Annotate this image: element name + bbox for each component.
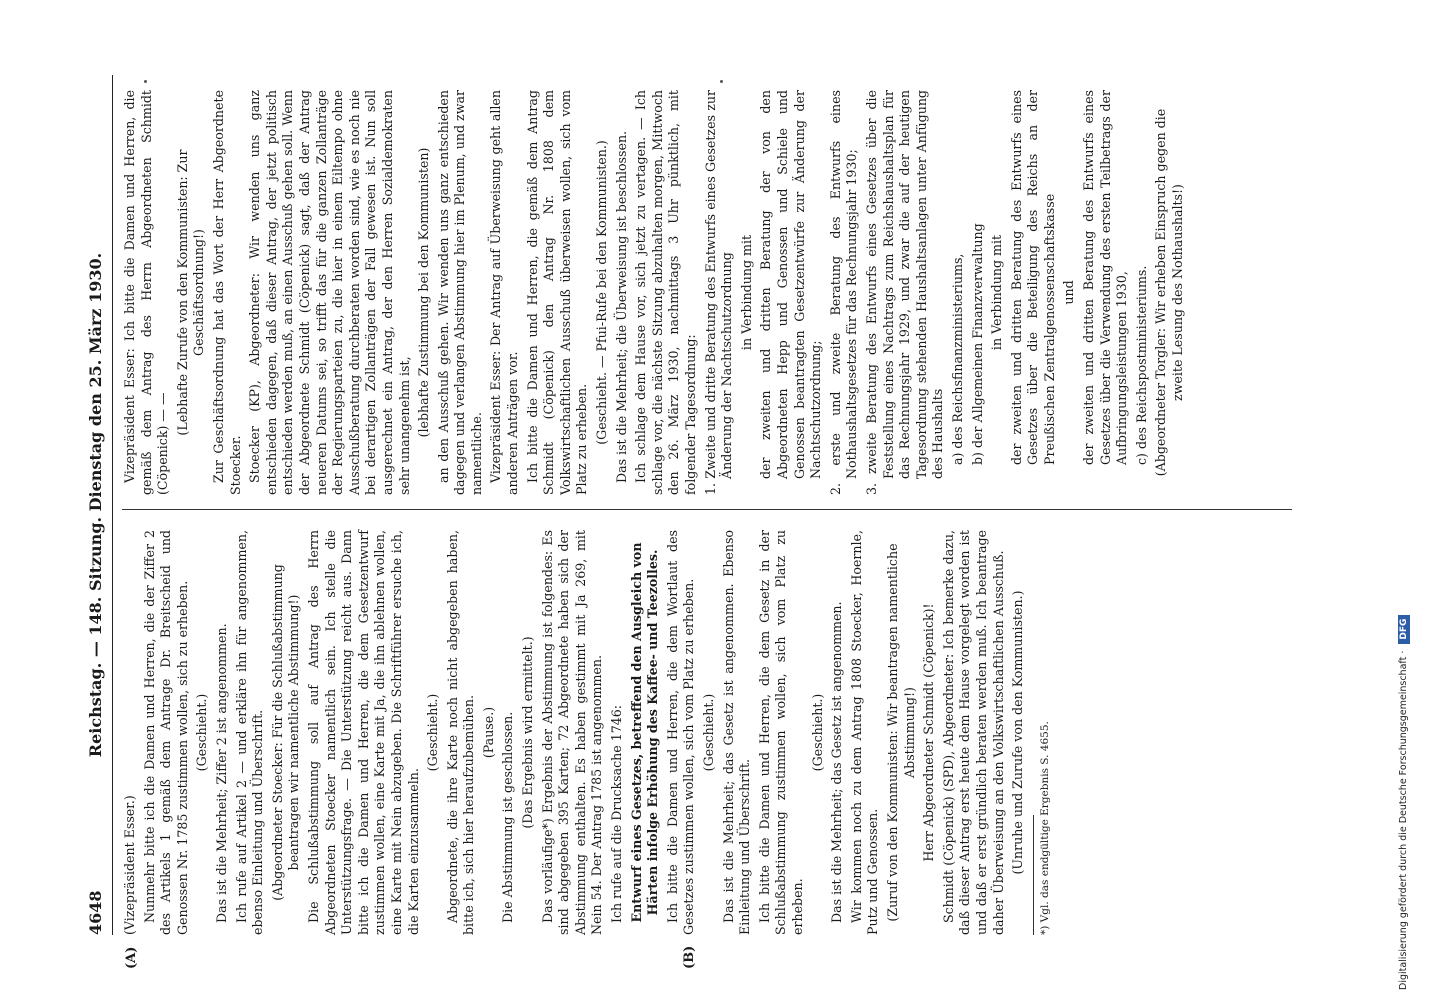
- page-number: 4648: [86, 890, 105, 935]
- paragraph: Das vorläufige*) Ergebnis der Abstimmung ist folgendes: Es sind abgegeben 395 Karten; 72 Abgeordnete haben sich der Abstimmung enthalten. Es haben gestimmt mit Ja 269, mit Nein 54. Der Antrag 1785 ist angenommen.: [539, 530, 605, 935]
- column-divider: [122, 509, 1292, 510]
- agenda-item: in Verbindung mit: [989, 234, 1005, 351]
- speech: Stoecker (KP), Abgeordneter: Wir wenden uns ganz entschieden dagegen, daß dieser Antrag, der jetzt politisch entschieden werden muß, an einen Ausschuß gehen soll. Wenn der Abgeordnete Schmidt (Cöpenick) sagt, daß der Antrag neueren Datums sei, so trifft das für die ganzen Zollanträge der Regierungsparteien zu, die hier in einem Eiltempo ohne Ausschußberatung durchberaten worden sind, wie es noch nie bei derartigen Zollanträgen der Fall gewesen ist. Nun soll ausgerechnet ein Antrag, der den Herren Sozialdemokraten sehr unangenehm ist,: [247, 90, 412, 495]
- rotated-page: [82, 75, 1322, 969]
- paragraph: Abgeordnete, die ihre Karte noch nicht abgegeben haben, bitte ich, sich hier heraufzubemühen.: [444, 530, 477, 935]
- funding-note: [1398, 10, 1410, 990]
- paragraph: an den Ausschuß gehen. Wir wenden uns ganz entschieden dagegen und verlangen Abstimmung hier im Plenum, und zwar namentliche.: [435, 90, 484, 495]
- agenda-item: 2. erste und zweite Beratung des Entwurfs eines Nothaushaltsgesetzes für das Rechnungsjahr 1930;: [827, 90, 860, 495]
- paragraph: Wir kommen noch zu dem Antrag 1808 Stoecker, Hoernle, Putz und Genossen.: [848, 530, 881, 935]
- paragraph: Nunmehr bitte ich die Damen und Herren, die der Ziffer 2 des Artikels 1 gemäß dem Antrage Dr. Breitscheid und Genossen Nr. 1785 zustimmen wollen, sich zu erheben.: [141, 530, 190, 935]
- scan-speck: [720, 80, 723, 83]
- interjection: (Abgeordneter Torgler: Wir erheben Einspruch gegen die zweite Lesung des Nothaushalts!): [1153, 108, 1186, 477]
- header-title: Reichstag. — 148. Sitzung. Dienstag den 25. März 1930.: [86, 252, 105, 758]
- interjection: (Lebhafte Zurufe von den Kommunisten: Zur Geschäftsordnung!): [174, 149, 207, 436]
- running-header: [82, 75, 113, 935]
- paragraph: Herr Abgeordneter Schmidt (Cöpenick)!: [921, 603, 937, 862]
- paragraph: Ich bitte die Damen und Herren, die dem Gesetz in der Schlußabstimmung zustimmen wollen, sich vom Platz zu erheben.: [756, 530, 805, 935]
- stage-direction: (Das Ergebnis wird ermittelt.): [520, 636, 536, 829]
- bill-title: Entwurf eines Gesetzes, betreffend den Ausgleich von Härten infolge Erhöhung des Kaffee- und Teezolles.: [628, 542, 661, 923]
- agenda-item: und: [1061, 280, 1077, 305]
- speech: Schmidt (Cöpenick) (SPD), Abgeordneter: Ich bemerke dazu, daß dieser Antrag erst heute dem Hause vorgelegt worden ist und daß er erst gründlich beraten werden muß. Ich beantrage daher Überweisung an den Volkswirtschaftlichen Ausschuß.: [940, 530, 1006, 935]
- paragraph: Ich rufe auf die Drucksache 1746:: [609, 704, 625, 923]
- paragraph: Die Abstimmung ist geschlossen.: [500, 711, 516, 923]
- dfg-logo: DFG: [1398, 615, 1410, 644]
- margin-marker-a: (A): [124, 946, 139, 969]
- funding-text: Digitalisierung gefördert durch die Deutsche Forschungsgemeinschaft ·: [1398, 650, 1409, 990]
- interjection: (Abgeordneter Stoecker: Für die Schlußabstimmung beantragen wir namentliche Abstimmung!): [269, 564, 302, 901]
- stage-direction: (Geschieht.): [701, 693, 716, 772]
- agenda-item: der zweiten und dritten Beratung des Entwurfs eines Gesetzes über die Beteiligung des Reichs an der Preußischen Zentralgenossenschaftskasse: [1008, 90, 1057, 465]
- agenda-item: c) des Reichspostministeriums.: [1133, 265, 1149, 465]
- stage-direction: (Geschieht. — Pfui-Rufe bei den Kommunisten.): [594, 140, 610, 445]
- paragraph: Ich bitte die Damen und Herren, die gemäß dem Antrag Schmidt (Cöpenick) den Antrag Nr. 1808 dem Volkswirtschaftlichen Ausschuß überweisen wollen, sich vom Platz zu erheben.: [524, 90, 590, 495]
- stage-direction: (Pause.): [480, 706, 496, 759]
- left-column: [122, 530, 1302, 969]
- paragraph: Das ist die Mehrheit; das Gesetz ist angenommen.: [829, 601, 845, 923]
- paragraph: Das ist die Mehrheit; Ziffer 2 ist angenommen.: [213, 623, 229, 923]
- agenda-item: b) der Allgemeinen Finanzverwaltung: [969, 223, 985, 465]
- paragraph: Ich rufe auf Artikel 2 — und erkläre ihn für angenommen, ebenso Einleitung und Überschrift.: [233, 530, 266, 935]
- paragraph: Das ist die Mehrheit; die Überweisung ist beschlossen.: [613, 130, 629, 483]
- stage-direction: (Geschieht.): [194, 693, 210, 772]
- agenda-item: der zweiten und dritten Beratung des Entwurfs eines Gesetzes über die Verwendung des ersten Teilbetrags der Aufbringungsleistungen 1930,: [1081, 90, 1130, 465]
- paragraph: Vizepräsident Esser: Ich bitte die Damen und Herren, die gemäß dem Antrag des Herrn Abgeordneten Schmidt (Cöpenick) — —: [122, 90, 171, 495]
- paragraph: Vizepräsident Esser: Der Antrag auf Überweisung geht allen anderen Anträgen vor.: [488, 90, 521, 495]
- agenda-item: in Verbindung mit: [738, 234, 754, 351]
- margin-marker-b: (B): [682, 945, 697, 969]
- interjection: (Zuruf von den Kommunisten: Wir beantragen namentliche Abstimmung!): [884, 543, 917, 922]
- agenda-item: 3. zweite Beratung des Entwurfs eines Gesetzes über die Feststellung eines Nachtrags zum Reichshaushaltsplan für das Rechnungsjahr 1929, und zwar die auf der heutigen Tagesordnung stehenden Haushaltsanlagen unter Anfügung des Haushalts: [863, 90, 946, 495]
- paragraph: Zur Geschäftsordnung hat das Wort der Herr Abgeordnete Stoecker.: [210, 90, 243, 495]
- stage-direction: (Geschieht.): [425, 693, 441, 772]
- paragraph: Ich schlage dem Hause vor, sich jetzt zu vertagen. — Ich schlage vor, die nächste Sitzung abzuhalten morgen, Mittwoch den 26. März 1930, nachmittags 3 Uhr pünktlich, mit folgender Tagesordnung:: [633, 90, 698, 495]
- agenda-item: der zweiten und dritten Beratung der von den Abgeordneten Hepp und Genossen und Schiele und Genossen beantragten Gesetzentwürfe zur Änderung der Nachtschutzordnung;: [758, 90, 824, 479]
- footnote-rule: [1033, 815, 1034, 935]
- paragraph: Ich bitte die Damen und Herren, die dem Wortlaut des Gesetzes zustimmen wollen, sich vom Platz zu erheben.: [664, 530, 697, 935]
- agenda-item: 1. Zweite und dritte Beratung des Entwurfs eines Gesetzes zur Änderung der Nachtschutzordnung: [702, 90, 735, 495]
- paragraph: (Vizepräsident Esser.): [122, 795, 137, 935]
- paragraph: Das ist die Mehrheit; das Gesetz ist angenommen. Ebenso Einleitung und Überschrift.: [720, 530, 753, 935]
- paragraph: Die Schlußabstimmung soll auf Antrag des Herrn Abgeordneten Stoecker namentlich sein. Ich stelle die Unterstützungsfrage. — Die Unterstützung reicht aus. Dann bitte ich die Damen und Herren, die dem Gesetzentwurf zustimmen wollen, eine Karte mit Ja, die ihn ablehnen wollen, eine Karte mit Nein abzugeben. Die Schriftführer ersuche ich, die Karten einzusammeln.: [305, 530, 421, 935]
- right-column: [122, 90, 1302, 495]
- agenda-item: a) des Reichsfinanzministeriums,: [949, 253, 965, 465]
- interjection: (Unruhe und Zurufe von den Kommunisten.): [1010, 590, 1026, 875]
- scan-speck: [144, 80, 147, 83]
- stage-direction: (Geschieht.): [809, 693, 825, 772]
- interjection: (lebhafte Zustimmung bei den Kommunisten): [416, 147, 432, 438]
- footnote: *) Vgl. das endgültige Ergebnis S. 4655.: [1038, 721, 1051, 935]
